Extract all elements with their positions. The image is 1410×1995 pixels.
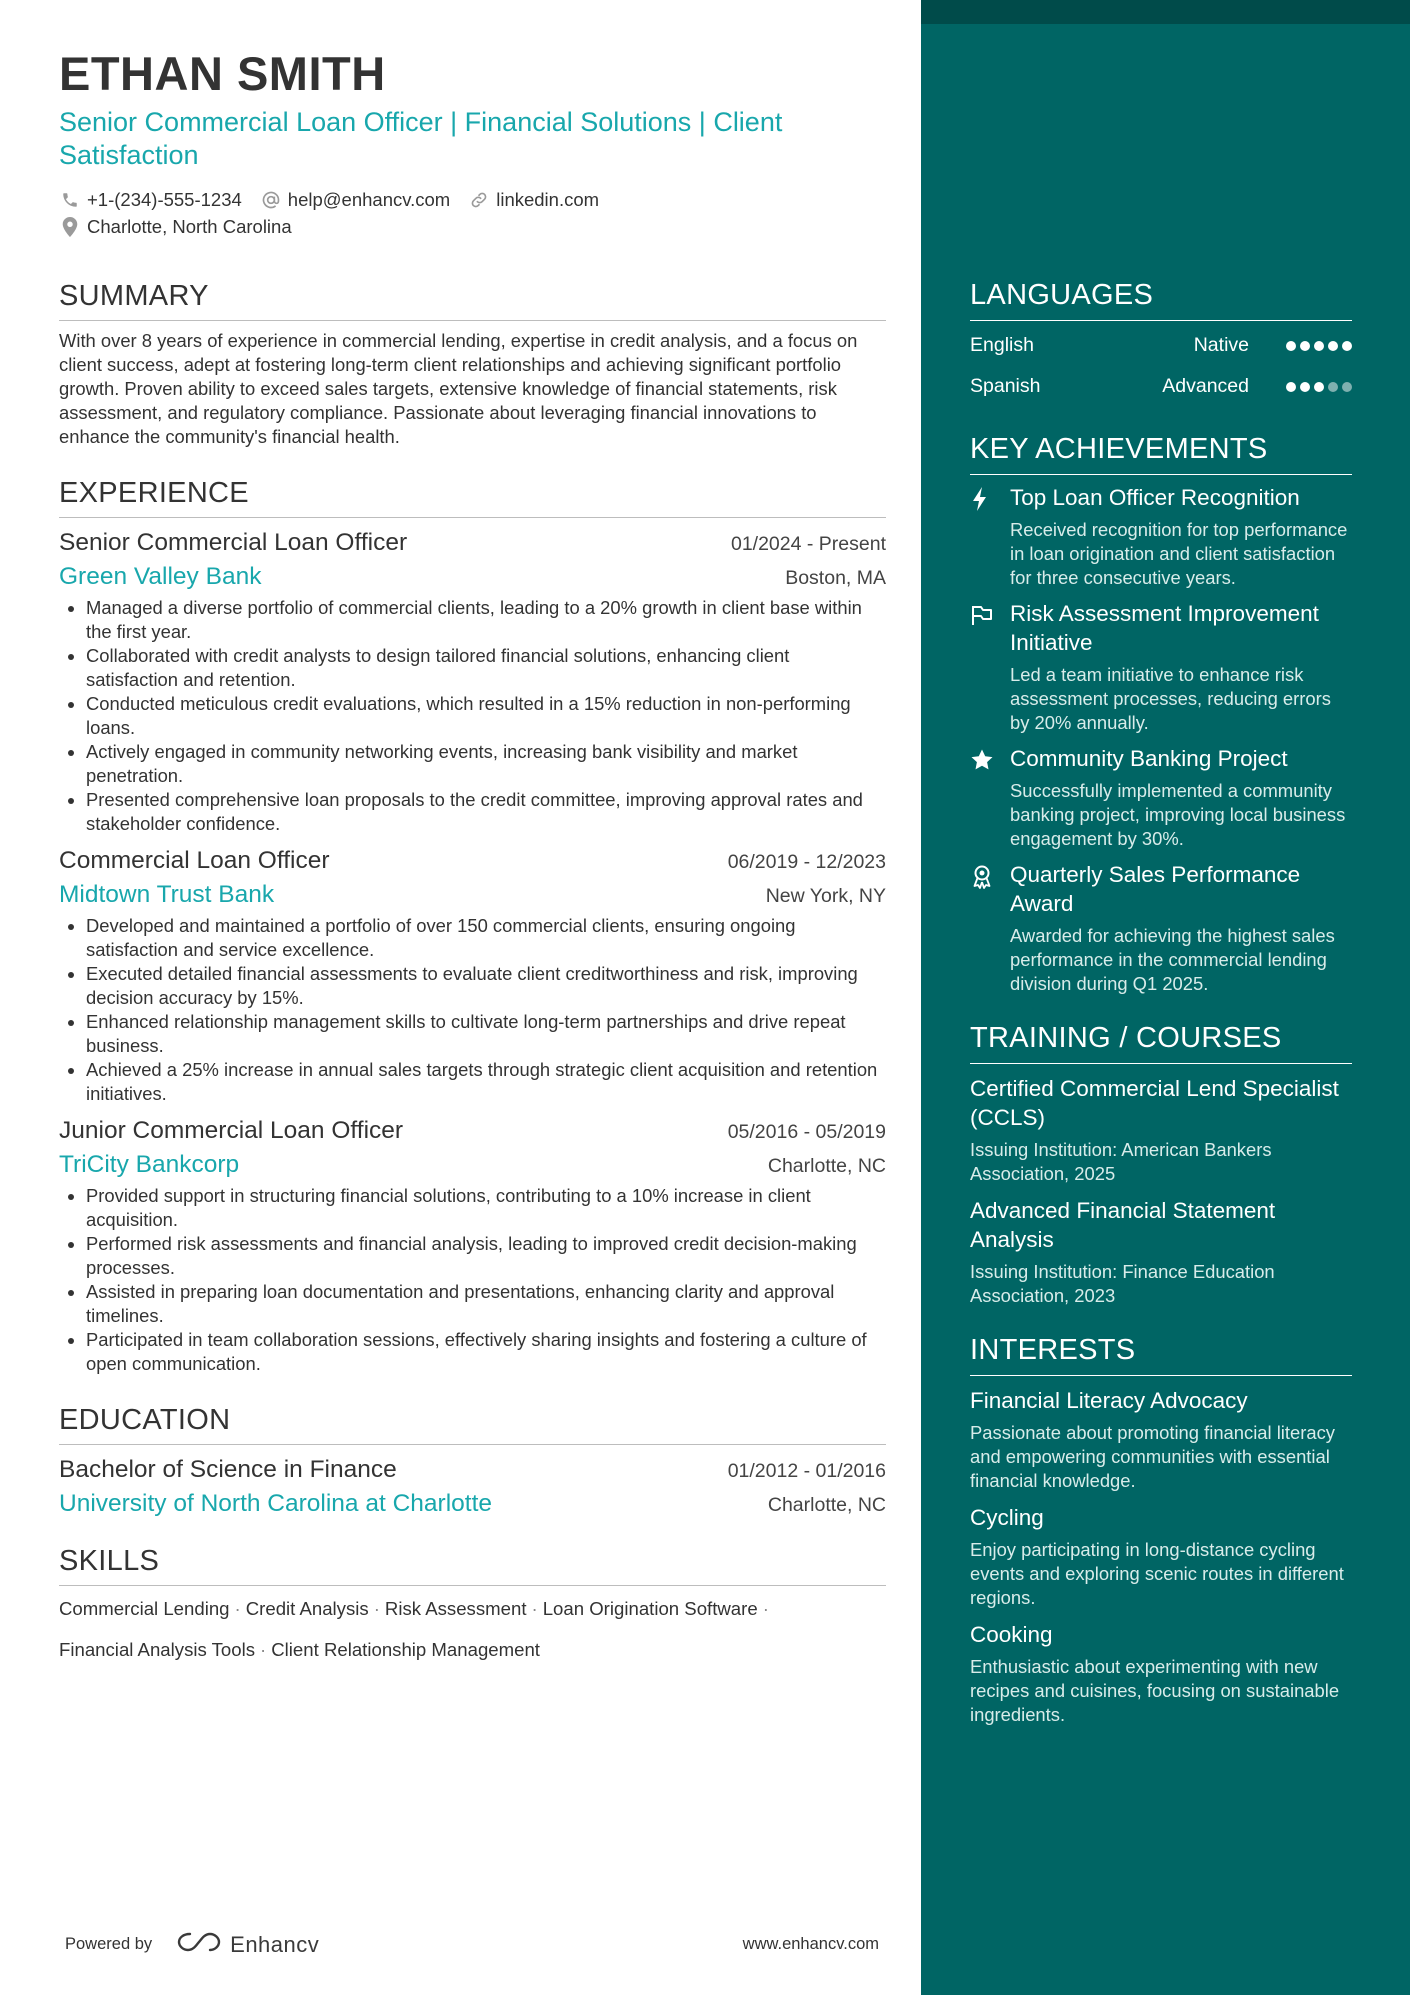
bullet-item: • Actively engaged in community networking events, increasing bank visibility and market penetration. <box>86 740 886 788</box>
job-dates: 05/2016 - 05/2019 <box>727 1121 886 1143</box>
skill-item: Risk Assessment <box>384 1598 527 1619</box>
section-title: LANGUAGES <box>970 277 1352 321</box>
job-bullets <box>59 914 886 1106</box>
job-dates: 01/2024 - Present <box>730 533 886 555</box>
skill-item: Credit Analysis <box>245 1598 369 1619</box>
achievement-body <box>1010 860 1352 996</box>
language-level: Native <box>1193 334 1249 356</box>
education-dates: 01/2012 - 01/2016 <box>727 1460 886 1482</box>
bullet-item: • Developed and maintained a portfolio of over 150 commercial clients, ensuring ongoing satisfaction and service excellence. <box>86 914 886 962</box>
achievement-desc: Received recognition for top performance in loan origination and client satisfaction for three consecutive years. <box>1010 519 1348 588</box>
flag-icon <box>970 599 1010 735</box>
skill-item: Client Relationship Management <box>271 1639 540 1660</box>
job-entry <box>59 1114 886 1376</box>
company-name: Green Valley Bank <box>59 563 262 590</box>
bullet-item: • Assisted in preparing loan documentation and presentations, enhancing clarity and approval timelines. <box>86 1280 886 1328</box>
skill-separator: · <box>234 1598 241 1619</box>
job-dates: 06/2019 - 12/2023 <box>727 851 886 873</box>
training-section <box>970 1020 1352 1308</box>
dot-filled <box>1314 341 1324 351</box>
footer-url[interactable]: www.enhancv.com <box>742 1935 879 1953</box>
link-icon <box>468 189 490 211</box>
phone-icon <box>59 189 81 211</box>
achievement-item <box>970 599 1352 735</box>
job-location: Boston, MA <box>785 567 886 589</box>
phone-item <box>59 189 242 211</box>
brand-logo[interactable] <box>176 1930 319 1959</box>
linkedin-item <box>468 189 599 211</box>
location-item <box>59 216 292 238</box>
interest-item <box>970 1386 1352 1493</box>
achievements-section <box>970 431 1352 996</box>
star-icon <box>970 744 1010 851</box>
company-name: Midtown Trust Bank <box>59 881 275 908</box>
bullet-item: • Managed a diverse portfolio of commercial clients, leading to a 20% growth in client base within the first year. <box>86 596 886 644</box>
job-header <box>59 844 886 878</box>
interest-title: Cycling <box>970 1505 1044 1530</box>
footer <box>65 1930 879 1959</box>
company-name: TriCity Bankcorp <box>59 1151 240 1178</box>
job-entry <box>59 844 886 1106</box>
job-bullets <box>59 1184 886 1376</box>
candidate-name: ETHAN SMITH <box>59 47 386 100</box>
skill-separator: · <box>260 1639 267 1660</box>
language-name: Spanish <box>970 375 1041 397</box>
bullet-item: • Presented comprehensive loan proposals to the credit committee, improving approval rates and stakeholder confidence. <box>86 788 886 836</box>
language-name: English <box>970 334 1034 356</box>
course-title: Certified Commercial Lend Specialist (CCLS) <box>970 1076 1339 1130</box>
sidebar <box>921 0 1410 1995</box>
job-title: Commercial Loan Officer <box>59 847 330 874</box>
sidebar-content <box>970 277 1352 1751</box>
email-item <box>260 189 450 211</box>
education-subheader <box>59 1487 886 1521</box>
achievement-item <box>970 483 1352 590</box>
skills-list <box>59 1588 886 1670</box>
interest-desc: Passionate about promoting financial literacy and empowering communities with essential financial knowledge. <box>970 1422 1335 1491</box>
language-level: Advanced <box>1162 375 1249 397</box>
achievement-title: Community Banking Project <box>1010 746 1288 771</box>
job-entry <box>59 526 886 836</box>
job-location: New York, NY <box>765 885 886 907</box>
dot-filled <box>1342 341 1352 351</box>
dot-filled <box>1300 341 1310 351</box>
dot-filled <box>1328 341 1338 351</box>
section-title: SUMMARY <box>59 278 886 321</box>
achievement-title: Quarterly Sales Performance Award <box>1010 862 1301 916</box>
experience-section <box>59 475 886 1376</box>
interest-desc: Enjoy participating in long-distance cycling events and exploring scenic routes in different regions. <box>970 1539 1344 1608</box>
headline: Senior Commercial Loan Officer | Financial Solutions | Client Satisfaction <box>59 107 783 170</box>
skills-section <box>59 1543 886 1670</box>
achievement-title: Risk Assessment Improvement Initiative <box>1010 601 1319 655</box>
job-subheader <box>59 1148 886 1182</box>
skill-item: Loan Origination Software <box>542 1598 758 1619</box>
course-desc: Issuing Institution: American Bankers Association, 2025 <box>970 1139 1272 1184</box>
main-content <box>59 46 886 1670</box>
course-title: Advanced Financial Statement Analysis <box>970 1198 1276 1252</box>
footer-branding <box>65 1930 319 1959</box>
languages-section <box>970 277 1352 407</box>
degree: Bachelor of Science in Finance <box>59 1456 397 1483</box>
section-title: SKILLS <box>59 1543 886 1586</box>
interests-section <box>970 1332 1352 1727</box>
bullet-item: • Achieved a 25% increase in annual sales targets through strategic client acquisition and retention initiatives. <box>86 1058 886 1106</box>
map-pin-icon <box>59 216 81 238</box>
summary-text: With over 8 years of experience in commercial lending, expertise in credit analysis, and a focus on client success, adept at fostering long-term client relationships and achieving significant portfolio growth. Proven ability to exceed sales targets, extensive knowledge of financial statements, risk assessment, and regulatory compliance. Passionate about leveraging financial innovations to enhance the community's financial health. <box>59 330 858 447</box>
section-title: KEY ACHIEVEMENTS <box>970 431 1352 475</box>
school-name: University of North Carolina at Charlotte <box>59 1490 493 1517</box>
education-header <box>59 1453 886 1487</box>
dot-empty <box>1342 382 1352 392</box>
section-title: EDUCATION <box>59 1402 886 1445</box>
skill-separator: · <box>531 1598 538 1619</box>
skill-separator: · <box>762 1598 769 1619</box>
proficiency-dots <box>1282 382 1352 392</box>
section-title: EXPERIENCE <box>59 475 886 518</box>
award-ribbon-icon <box>970 860 1010 996</box>
education-location: Charlotte, NC <box>767 1494 886 1516</box>
brand-name: Enhancv <box>230 1931 320 1957</box>
achievement-desc: Led a team initiative to enhance risk assessment processes, reducing errors by 20% annually. <box>1010 664 1331 733</box>
achievement-item <box>970 744 1352 851</box>
dot-filled <box>1314 382 1324 392</box>
job-bullets <box>59 596 886 836</box>
location-text: Charlotte, North Carolina <box>87 215 292 237</box>
achievement-body <box>1010 599 1352 735</box>
interest-item <box>970 1503 1352 1610</box>
achievement-body <box>1010 744 1352 851</box>
powered-by-label: Powered by <box>65 1935 153 1953</box>
job-header <box>59 1114 886 1148</box>
lightning-bolt-icon <box>970 483 1010 590</box>
bullet-item: • Performed risk assessments and financial analysis, leading to improved credit decision-making processes. <box>86 1232 886 1280</box>
achievement-body <box>1010 483 1352 590</box>
course-item <box>970 1074 1352 1186</box>
dot-filled <box>1286 341 1296 351</box>
linkedin-link[interactable]: linkedin.com <box>496 188 600 210</box>
course-item <box>970 1196 1352 1308</box>
education-section <box>59 1402 886 1521</box>
sidebar-top-band <box>921 0 1410 24</box>
phone-number[interactable]: +1-(234)-555-1234 <box>87 188 242 210</box>
job-header <box>59 526 886 560</box>
achievement-desc: Successfully implemented a community banking project, improving local business engagement by 30%. <box>1010 780 1346 849</box>
skill-item: Commercial Lending <box>59 1598 230 1619</box>
language-row <box>970 366 1352 407</box>
email-link[interactable]: help@enhancv.com <box>287 188 451 210</box>
job-location: Charlotte, NC <box>767 1155 886 1177</box>
interest-title: Cooking <box>970 1622 1053 1647</box>
summary-section <box>59 278 886 449</box>
bullet-item: • Executed detailed financial assessments to evaluate client creditworthiness and risk, improving decision accuracy by 15%. <box>86 962 886 1010</box>
job-subheader <box>59 560 886 594</box>
interest-desc: Enthusiastic about experimenting with new recipes and cuisines, focusing on sustainable ingredients. <box>970 1656 1340 1725</box>
course-desc: Issuing Institution: Finance Education Association, 2023 <box>970 1261 1275 1306</box>
bullet-item: • Participated in team collaboration sessions, effectively sharing insights and fostering a culture of open communication. <box>86 1328 886 1376</box>
job-subheader <box>59 878 886 912</box>
achievement-desc: Awarded for achieving the highest sales performance in the commercial lending division during Q1 2025. <box>1010 925 1335 994</box>
language-row <box>970 325 1352 366</box>
section-title: INTERESTS <box>970 1332 1352 1376</box>
skill-separator: · <box>373 1598 380 1619</box>
job-title: Junior Commercial Loan Officer <box>59 1117 404 1144</box>
proficiency-dots <box>1282 341 1352 351</box>
interest-title: Financial Literacy Advocacy <box>970 1388 1248 1413</box>
skill-item: Financial Analysis Tools <box>59 1639 256 1660</box>
contact-row <box>59 186 886 213</box>
dot-filled <box>1286 382 1296 392</box>
bullet-item: • Collaborated with credit analysts to design tailored financial solutions, enhancing client satisfaction and retention. <box>86 644 886 692</box>
job-title: Senior Commercial Loan Officer <box>59 529 408 556</box>
enhancv-logo-icon <box>176 1930 222 1959</box>
contact-info <box>59 186 886 240</box>
at-sign-icon <box>260 189 282 211</box>
bullet-item: • Enhanced relationship management skills to cultivate long-term partnerships and drive repeat business. <box>86 1010 886 1058</box>
achievement-item <box>970 860 1352 996</box>
contact-row <box>59 213 886 240</box>
interest-item <box>970 1620 1352 1727</box>
achievement-title: Top Loan Officer Recognition <box>1010 485 1300 510</box>
bullet-item: • Conducted meticulous credit evaluations, which resulted in a 15% reduction in non-performing loans. <box>86 692 886 740</box>
section-title: TRAINING / COURSES <box>970 1020 1352 1064</box>
bullet-item: • Provided support in structuring financial solutions, contributing to a 10% increase in client acquisition. <box>86 1184 886 1232</box>
dot-filled <box>1300 382 1310 392</box>
dot-empty <box>1328 382 1338 392</box>
education-entry <box>59 1453 886 1521</box>
